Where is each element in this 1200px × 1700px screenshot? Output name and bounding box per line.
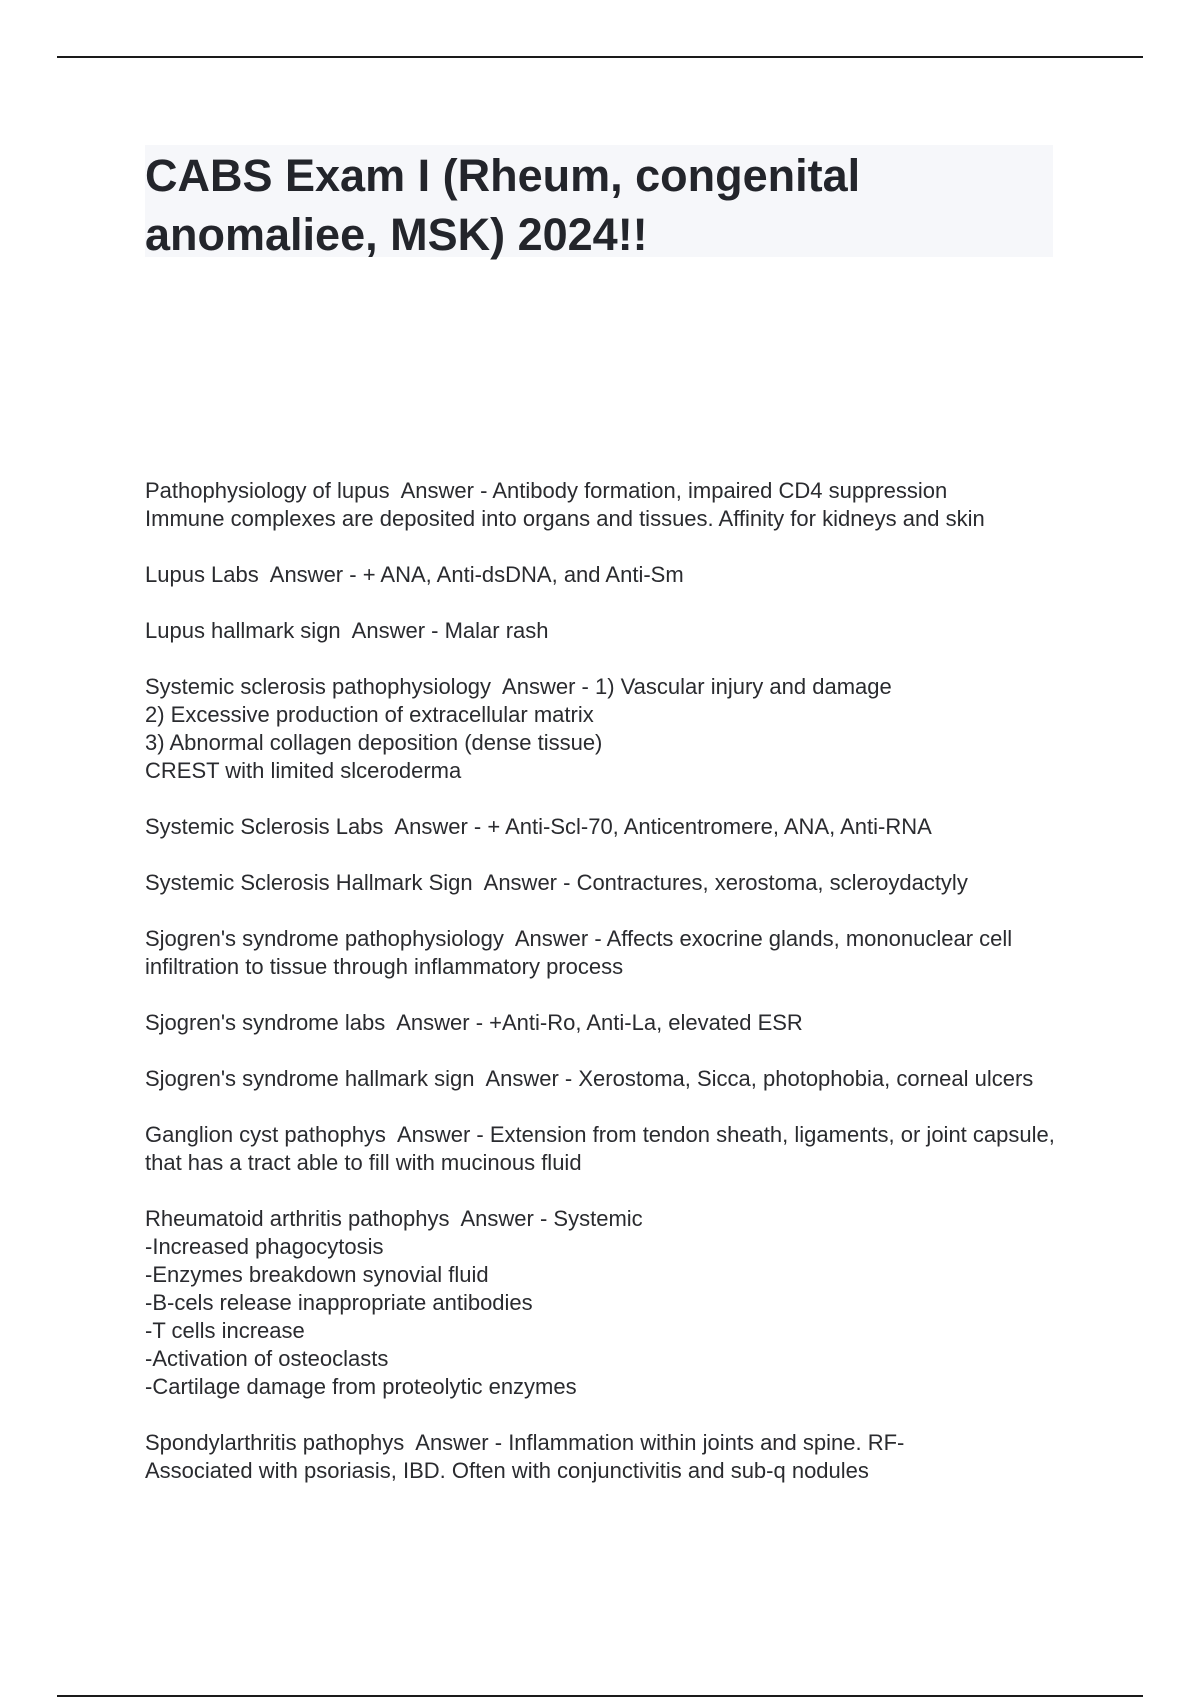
qa-answer: Inflammation within joints and spine. RF- Associated with psoriasis, IBD. Often with conjunctivitis and sub-q nodules (145, 1430, 905, 1483)
qa-question: Rheumatoid arthritis pathophys (145, 1206, 450, 1231)
qa-question: Lupus Labs (145, 562, 259, 587)
qa-separator: Answer - (472, 870, 577, 895)
qa-answer: Affects exocrine glands, mononuclear cell infiltration to tissue through inflammatory process (145, 926, 1013, 979)
top-divider (57, 56, 1143, 58)
qa-question: Sjogren's syndrome hallmark sign (145, 1066, 475, 1091)
qa-answer: + ANA, Anti-dsDNA, and Anti-Sm (362, 562, 684, 587)
qa-question: Systemic Sclerosis Hallmark Sign (145, 870, 473, 895)
qa-question: Lupus hallmark sign (145, 618, 341, 643)
qa-answer: Extension from tendon sheath, ligaments, or joint capsule, that has a tract able to fill with mucinous fluid (145, 1122, 1055, 1175)
qa-item (145, 1429, 1065, 1485)
qa-question: Systemic Sclerosis Labs (145, 814, 384, 839)
qa-separator: Answer - (474, 1066, 579, 1091)
qa-item (145, 813, 1065, 841)
bottom-divider (57, 1695, 1143, 1697)
qa-item (145, 617, 1065, 645)
qa-separator: Answer - (385, 1122, 490, 1147)
qa-answer: Contractures, xerostoma, scleroydactyly (576, 870, 968, 895)
qa-question: Systemic sclerosis pathophysiology (145, 674, 492, 699)
qa-question: Pathophysiology of lupus (145, 478, 390, 503)
qa-separator: Answer - (389, 478, 493, 503)
qa-question: Sjogren's syndrome pathophysiology (145, 926, 504, 951)
qa-item (145, 1205, 1065, 1401)
qa-item (145, 1065, 1065, 1093)
qa-separator: Answer - (404, 1430, 509, 1455)
qa-answer: Malar rash (444, 618, 549, 643)
qa-list (145, 477, 1065, 1513)
qa-item (145, 673, 1065, 785)
qa-separator: Answer - (383, 814, 488, 839)
qa-separator: Answer - (449, 1206, 554, 1231)
qa-answer: +Anti-Ro, Anti-La, elevated ESR (489, 1010, 803, 1035)
qa-question: Ganglion cyst pathophys (145, 1122, 386, 1147)
qa-answer: Xerostoma, Sicca, photophobia, corneal ulcers (578, 1066, 1034, 1091)
qa-separator: Answer - (340, 618, 445, 643)
qa-answer: Systemic -Increased phagocytosis -Enzymes breakdown synovial fluid -B-cels release inappropriate antibodies -T cells increase -Activation of osteoclasts -Cartilage damage from proteolytic enzymes (145, 1206, 643, 1399)
qa-item (145, 1009, 1065, 1037)
qa-item (145, 1121, 1065, 1177)
qa-answer: + Anti-Scl-70, Anticentromere, ANA, Anti-RNA (487, 814, 932, 839)
qa-separator: Answer - (258, 562, 363, 587)
qa-item (145, 925, 1065, 981)
qa-answer: Antibody formation, impaired CD4 suppression Immune complexes are deposited into organs and tissues. Affinity for kidneys and skin (145, 478, 985, 531)
qa-separator: Answer - (503, 926, 607, 951)
page-title: CABS Exam I (Rheum, congenital anomaliee, MSK) 2024!! (145, 150, 861, 260)
qa-separator: Answer - (491, 674, 595, 699)
qa-answer: 1) Vascular injury and damage 2) Excessive production of extracellular matrix 3) Abnormal collagen deposition (dense tissue) CREST with limited slceroderma (145, 674, 892, 783)
qa-item (145, 477, 1065, 533)
qa-question: Spondylarthritis pathophys (145, 1430, 405, 1455)
qa-separator: Answer - (385, 1010, 490, 1035)
qa-item (145, 561, 1065, 589)
qa-question: Sjogren's syndrome labs (145, 1010, 386, 1035)
qa-item (145, 869, 1065, 897)
